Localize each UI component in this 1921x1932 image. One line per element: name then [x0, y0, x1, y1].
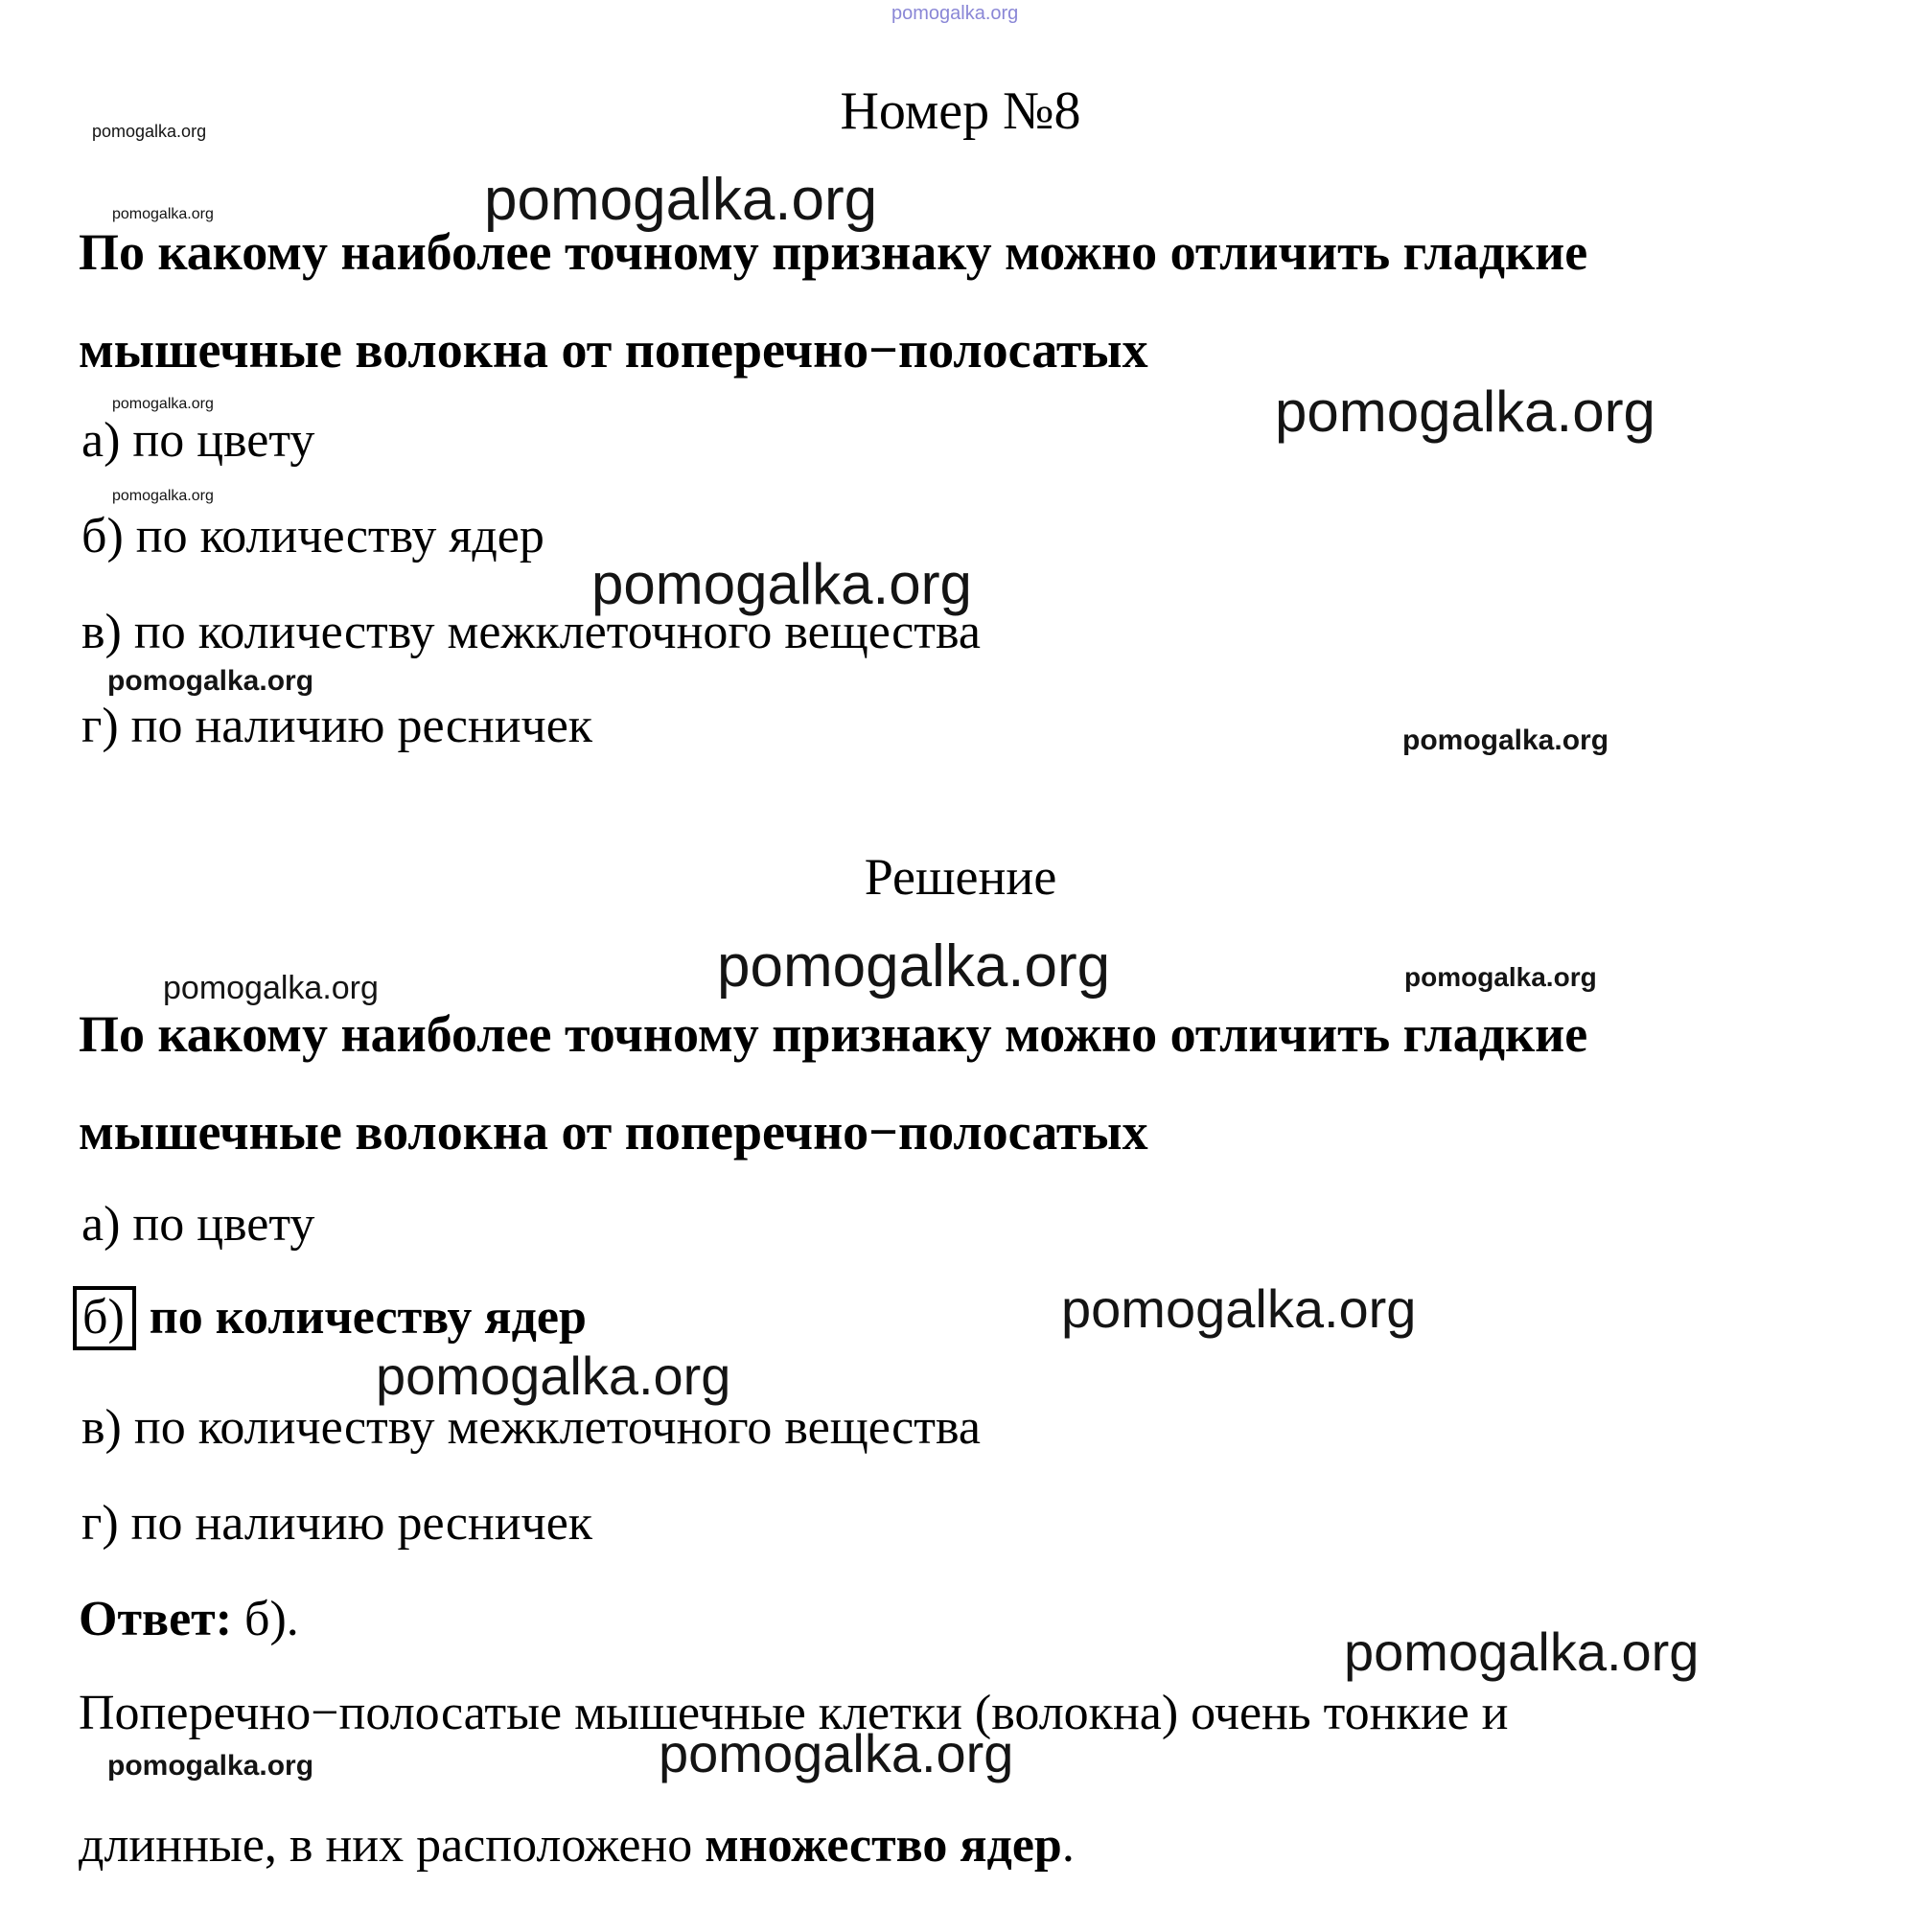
- solution-option-b: [73, 1286, 587, 1350]
- solution-option-g: г) по наличию ресничек: [81, 1496, 593, 1551]
- answer-line: [79, 1591, 299, 1648]
- solution-option-a: а) по цвету: [81, 1197, 315, 1252]
- watermark-logo: pomogalka.org: [112, 206, 214, 222]
- answer-label: Ответ:: [79, 1592, 233, 1646]
- watermark-logo: pomogalka.org: [1344, 1622, 1700, 1682]
- watermark-logo: pomogalka.org: [1061, 1278, 1417, 1339]
- solution-question-line-2: мышечные волокна от поперечно−полосатых: [79, 1103, 1148, 1161]
- explanation-line-2-prefix: длинные, в них расположено: [79, 1818, 706, 1873]
- watermark-logo: pomogalka.org: [112, 488, 214, 504]
- question-line-2: мышечные волокна от поперечно−полосатых: [79, 321, 1148, 379]
- solution-question-line-1: По какому наиболее точному признаку можно отличить гладкие: [79, 1005, 1588, 1063]
- page-title: Номер №8: [840, 81, 1081, 141]
- question-line-1: По какому наиболее точному признаку можно отличить гладкие: [79, 223, 1588, 281]
- watermark-logo: pomogalka.org: [107, 1750, 314, 1782]
- watermark-logo: pomogalka.org: [717, 933, 1111, 1000]
- solution-option-v: в) по количеству межклеточного вещества: [81, 1400, 981, 1455]
- watermark-logo: pomogalka.org: [1402, 724, 1609, 756]
- question-option-a: а) по цвету: [81, 413, 315, 468]
- explanation-line-2: [79, 1817, 1075, 1874]
- question-option-b: б) по количеству ядер: [81, 509, 544, 564]
- explanation-line-1: Поперечно−полосатые мышечные клетки (волокна) очень тонкие и: [79, 1686, 1509, 1740]
- watermark-logo: pomogalka.org: [376, 1346, 731, 1406]
- watermark-logo: pomogalka.org: [1404, 962, 1597, 992]
- watermark-logo: pomogalka.org: [1275, 380, 1655, 444]
- watermark-logo: pomogalka.org: [112, 396, 214, 412]
- watermark-logo: pomogalka.org: [484, 167, 878, 233]
- watermark-logo: pomogalka.org: [92, 122, 207, 141]
- watermark-logo: pomogalka.org: [591, 552, 972, 616]
- answer-box: б): [73, 1286, 136, 1350]
- explanation-line-2-suffix: .: [1061, 1818, 1075, 1873]
- question-option-g: г) по наличию ресничек: [81, 699, 593, 753]
- question-option-v: в) по количеству межклеточного вещества: [81, 605, 981, 659]
- solution-option-b-text: по количеству ядер: [149, 1290, 587, 1345]
- explanation-line-2-bold: множество ядер: [705, 1818, 1062, 1873]
- answer-value: б).: [232, 1592, 299, 1646]
- watermark-logo: pomogalka.org: [163, 970, 379, 1006]
- watermark-logo: pomogalka.org: [891, 3, 1019, 24]
- watermark-logo: pomogalka.org: [107, 665, 314, 697]
- watermark-logo: pomogalka.org: [659, 1723, 1014, 1783]
- solution-heading: Решение: [864, 848, 1057, 906]
